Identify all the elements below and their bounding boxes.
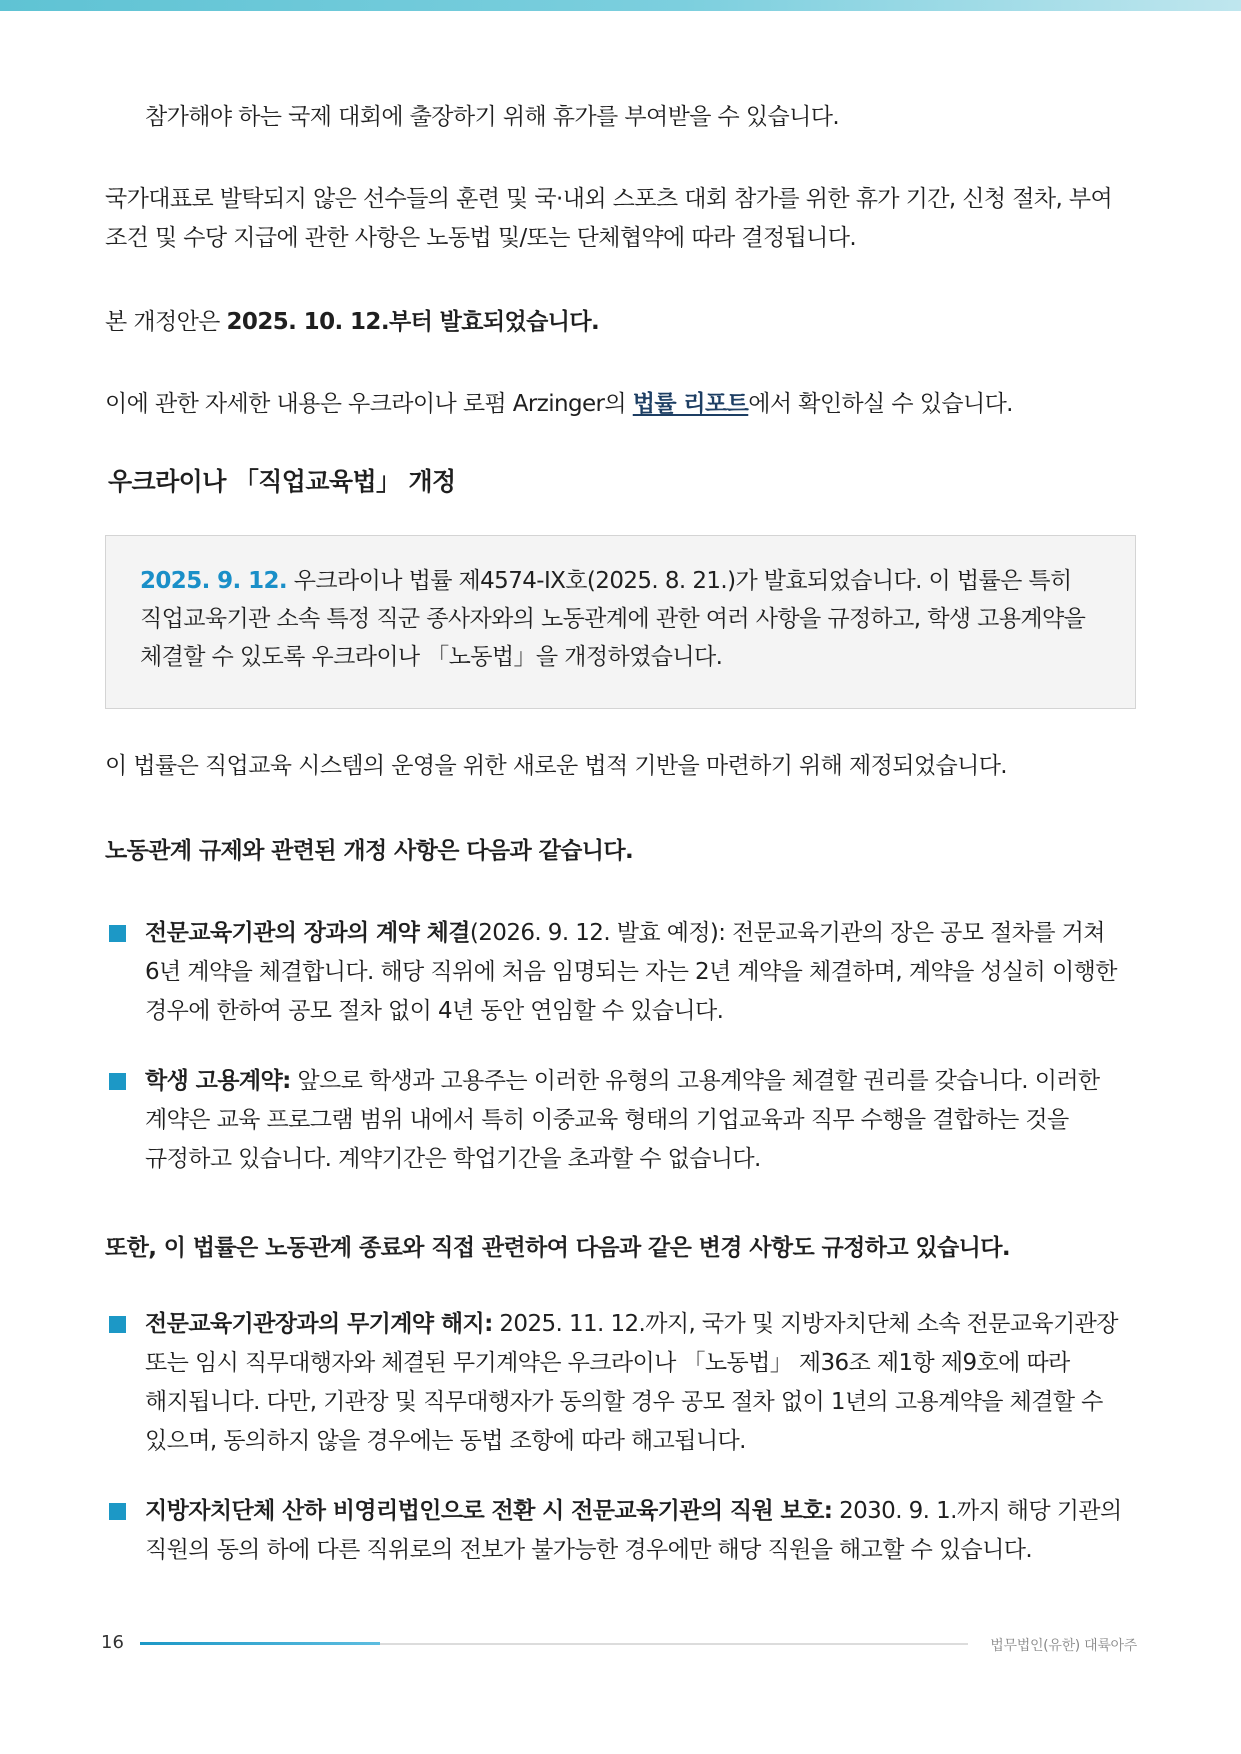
bullet-title: 전문교육기관의 장과의 계약 체결 [145, 920, 470, 946]
bullet-text: (2026. 9. 12. 발효 예정): 전문교육기관의 장은 공모 절차를 거쳐 6년 계약을 체결합니다. 해당 직위에 처음 임명되는 자는 2년 계약을 체결하며, 계약을 성실히 이행한 경우에 한하여 공모 절차 없이 4년 동안 연임할 수 있습니다. [145, 920, 1117, 1024]
effective-prefix: 본 개정안은 [105, 309, 227, 335]
bullet-text: 2025. 11. 12.까지, 국가 및 지방자치단체 소속 전문교육기관장 또는 임시 직무대행자와 체결된 무기계약은 우크라이나 「노동법」 제36조 제1항 제9호에 따라 해지됩니다. 다만, 기관장 및 직무대행자가 동의할 경우 공모 절차 없이 1년의 고용계약을 체결할 수 있으며, 동의하지 않을 경우에는 동법 조항에 따라 해고됩니다. [145, 1311, 1118, 1454]
bullet-square-icon [109, 1316, 126, 1333]
bullet-title: 전문교육기관장과의 무기계약 해지: [145, 1311, 493, 1337]
summary-callout-box [105, 535, 1136, 709]
page-number: 16 [101, 1632, 124, 1653]
subheading-termination-changes: 또한, 이 법률은 노동관계 종료와 직접 관련하여 다음과 같은 변경 사항도 규정하고 있습니다. [105, 1235, 1011, 1261]
callout-date: 2025. 9. 12. [140, 568, 288, 594]
list-item [105, 1305, 1136, 1461]
bullet-text: 2030. 9. 1.까지 해당 기관의 직원의 동의 하에 다른 직위로의 전보가 불가능한 경우에만 해당 직원을 해고할 수 있습니다. [145, 1498, 1122, 1563]
effective-date-bold: 2025. 10. 12.부터 발효되었습니다. [226, 309, 600, 335]
section-title: 우크라이나 「직업교육법」 개정 [108, 467, 456, 496]
list-item [105, 914, 1136, 1031]
paragraph-law-purpose: 이 법률은 직업교육 시스템의 운영을 위한 새로운 법적 기반을 마련하기 위해 제정되었습니다. [105, 753, 1008, 779]
bullet-title: 지방자치단체 산하 비영리법인으로 전환 시 전문교육기관의 직원 보호: [145, 1498, 833, 1524]
paragraph-effective-date [105, 303, 1136, 342]
bullet-square-icon [109, 925, 126, 942]
footer-divider-accent [140, 1642, 380, 1645]
paragraph-more-info [105, 385, 1136, 424]
list-item [105, 1492, 1136, 1570]
bullet-title: 학생 고용계약: [145, 1068, 291, 1094]
more-info-prefix: 이에 관한 자세한 내용은 우크라이나 로펌 Arzinger의 [105, 391, 633, 417]
subheading-labor-amendments: 노동관계 규제와 관련된 개정 사항은 다음과 같습니다. [105, 838, 634, 864]
paragraph-leave-non-national: 국가대표로 발탁되지 않은 선수들의 훈련 및 국·내외 스포츠 대회 참가를 위한 휴가 기간, 신청 절차, 부여 조건 및 수당 지급에 관한 사항은 노동법 및/또는 단체협약에 따라 결정됩니다. [105, 186, 1113, 251]
top-accent-bar [0, 0, 1241, 11]
footer-firm-name: 법무법인(유한) 대륙아주 [990, 1638, 1137, 1654]
list-item [105, 1062, 1136, 1179]
bullet-square-icon [109, 1073, 126, 1090]
callout-text: 우크라이나 법률 제4574-IX호(2025. 8. 21.)가 발효되었습니다. 이 법률은 특히 직업교육기관 소속 특정 직군 종사자와의 노동관계에 관한 여러 사항을 규정하고, 학생 고용계약을 체결할 수 있도록 우크라이나 「노동법」을 개정하였습니다. [140, 568, 1086, 670]
bullet-square-icon [109, 1503, 126, 1520]
legal-report-link[interactable]: 법률 리포트 [632, 391, 749, 417]
paragraph-leave-international: 참가해야 하는 국제 대회에 출장하기 위해 휴가를 부여받을 수 있습니다. [145, 104, 840, 130]
bullet-text: 앞으로 학생과 고용주는 이러한 유형의 고용계약을 체결할 권리를 갖습니다. 이러한 계약은 교육 프로그램 범위 내에서 특히 이중교육 형태의 기업교육과 직무 수행을 결합하는 것을 규정하고 있습니다. 계약기간은 학업기간을 초과할 수 없습니다. [145, 1068, 1100, 1172]
more-info-suffix: 에서 확인하실 수 있습니다. [748, 391, 1013, 417]
